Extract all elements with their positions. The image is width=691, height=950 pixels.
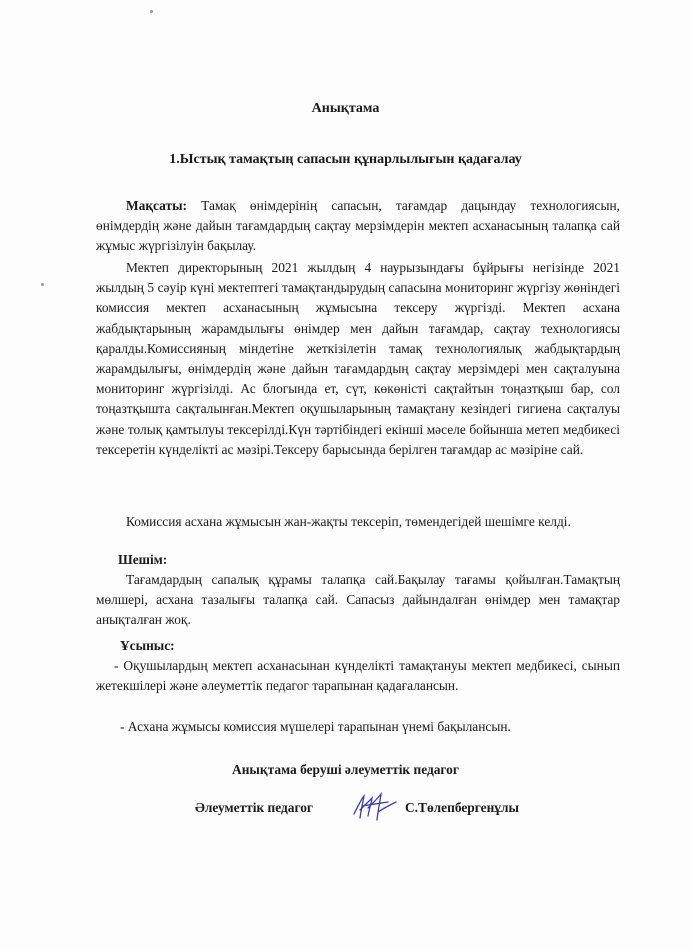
decision-heading: Шешім: [118,552,168,567]
recommendation-heading: Ұсыныс: [120,638,175,653]
scan-speck [41,283,44,286]
decision-paragraph: Тағамдардың сапалық құрамы талапқа сай.Бақылау тағамы қойылған.Тамақтың мөлшері, асхана тазалығы талапқа сай. Сапасыз дайындалған өнімдер мен тамақтар анықталған жоқ. [96,572,620,628]
signer-name: С.Төлепбергенұлы [405,800,519,815]
purpose-text: Тамақ өнімдерінің сапасын, тағамдар дацындау технологиясын, өнімдердің және дайын тағамдардың сақтау мерзімдерін мектеп асханасының талапқа сай жұмыс жүргізілуін бақылау. [96,198,620,254]
purpose-paragraph [96,196,620,257]
paragraph-conclusion: Комиссия асхана жұмысын жан-жақты тексеріп, төмендегідей шешімге келді. [126,514,571,529]
paragraph-inspection: Мектеп директорының 2021 жылдың 4 наурызындағы бұйрығы негізінде 2021 жылдың 5 сәуір күні мектептегі тамақтандырудың сапасына мониторинг жүргізу жөніндегі комиссия мектеп асханасының жұмысына тексеру жүргізді. Мектеп асхана жабдықтарының жарамдылығы өнімдер мен дайын тағамдар, сақтау технологиясы қаралды.Комиссияның міндетіне жеткізілетін тамақ технологиялық жабдықтардың жарамдылығы, өнімдердің және дайын тағамдардың сақтау мерзімдері мен сақталуына мониторинг жүргізілді. Ас блогында ет, сүт, көкөністі сақтайтын тоңазтқыш бар, сол тоңазтқышта сақталынған.Мектеп оқушыларының тамақтану кезіндегі гигиена сақталуы және толық қамтылуы тексерілді.Күн тәртібіндегі екінші мәселе бойынша метеп медбикесі тексеретін күнделікті ас мәзірі.Тексеру барысында берілген тағамдар ас мәзіріне сай. [96,260,620,457]
document-title: Анықтама [311,101,380,116]
signer-role: Әлеуметтік педагог [195,800,314,815]
recommendation-item-1: - Оқушылардың мектеп асханасынан күнделікті тамақтануы мектеп медбикесі, сынып жетекшілері және әлеуметтік педагог тарапынан қадағалансын. [96,658,620,694]
signature-title: Анықтама беруші әлеуметтік педагог [232,762,459,777]
recommendation-item-2: - Асхана жұмысы комиссия мүшелері тарапынан үнемі бақылансын. [120,719,511,734]
scan-speck [150,10,153,13]
handwritten-signature [348,788,408,824]
purpose-label: Мақсаты: [126,198,187,213]
section-title: 1.Ыстық тамақтың сапасын құнарлылығын қадағалау [169,152,522,167]
